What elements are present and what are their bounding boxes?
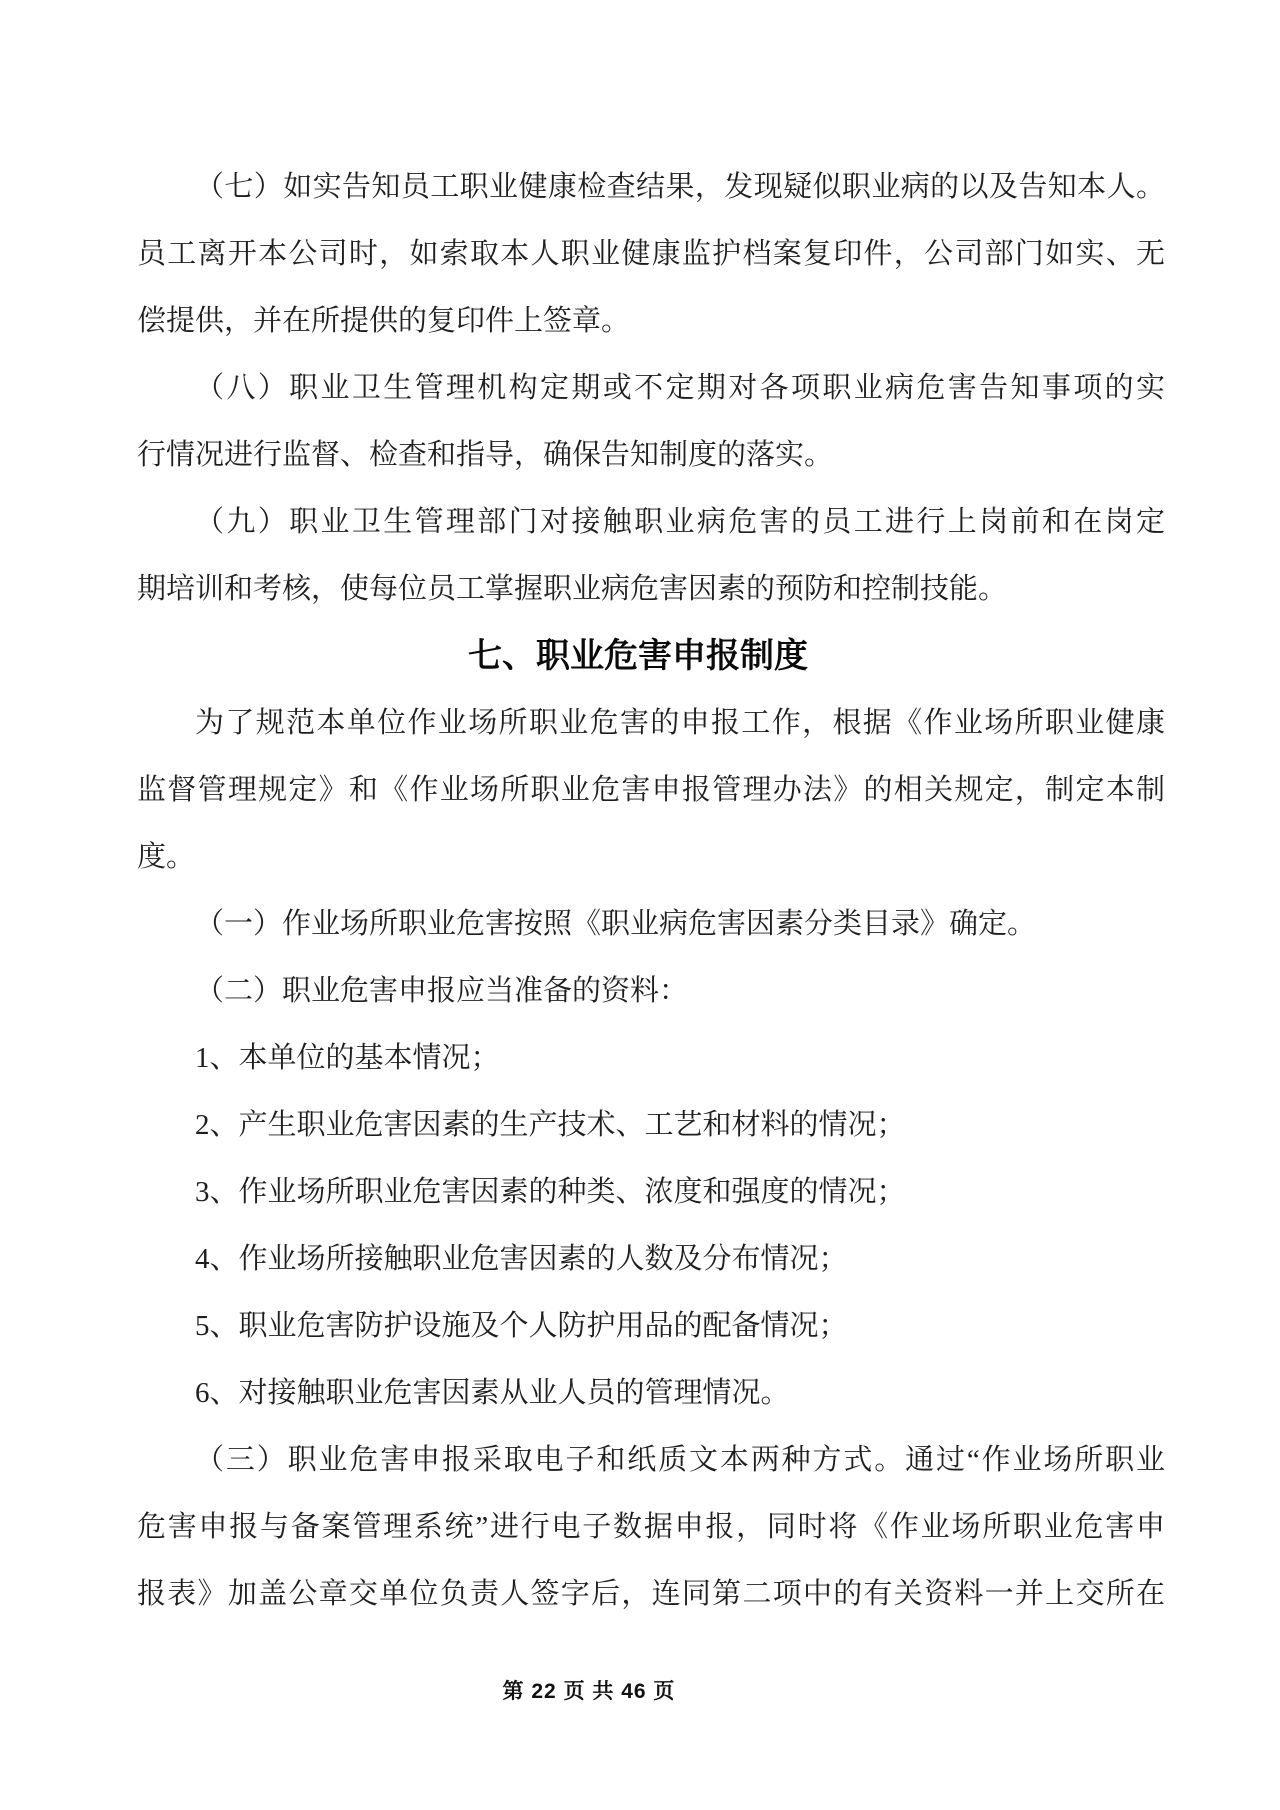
text-line: （一）作业场所职业危害按照《职业病危害因素分类目录》确定。	[195, 908, 1037, 940]
text-line: 员工离开本公司时，如索取本人职业健康监护档案复印件，公司部门如实、无	[137, 238, 1165, 270]
text-line: 偿提供，并在所提供的复印件上签章。	[137, 305, 631, 337]
text-line: 行情况进行监督、检查和指导，确保告知制度的落实。	[137, 439, 834, 471]
text-line: 危害申报与备案管理系统”进行电子数据申报，同时将《作业场所职业危害申	[137, 1511, 1165, 1543]
section-heading: 七、职业危害申报制度	[468, 637, 808, 675]
text-line: 为了规范本单位作业场所职业危害的申报工作，根据《作业场所职业健康	[195, 707, 1165, 739]
text-line: 报表》加盖公章交单位负责人签字后，连同第二项中的有关资料一并上交所在	[137, 1578, 1165, 1610]
document-body	[137, 154, 1165, 1628]
text-line: （八）职业卫生管理机构定期或不定期对各项职业病危害告知事项的实	[195, 372, 1165, 404]
list-item-line: 6、对接触职业危害因素从业人员的管理情况。	[195, 1377, 790, 1409]
list-item-line: 2、产生职业危害因素的生产技术、工艺和材料的情况；	[195, 1109, 906, 1141]
text-line: （二）职业危害申报应当准备的资料：	[195, 975, 689, 1007]
list-item-line: 1、本单位的基本情况；	[195, 1042, 500, 1074]
text-line: （九）职业卫生管理部门对接触职业病危害的员工进行上岗前和在岗定	[195, 506, 1165, 538]
text-line: 监督管理规定》和《作业场所职业危害申报管理办法》的相关规定，制定本制	[137, 774, 1165, 806]
list-item-line: 4、作业场所接触职业危害因素的人数及分布情况；	[195, 1243, 848, 1275]
list-item-line: 5、职业危害防护设施及个人防护用品的配备情况；	[195, 1310, 848, 1342]
text-line: 期培训和考核，使每位员工掌握职业病危害因素的预防和控制技能。	[137, 573, 1008, 605]
page-number-label: 第 22 页 共 46 页	[502, 1680, 676, 1703]
list-item-line: 3、作业场所职业危害因素的种类、浓度和强度的情况；	[195, 1176, 906, 1208]
text-line: 度。	[137, 841, 196, 873]
text-line: （三）职业危害申报采取电子和纸质文本两种方式。通过“作业场所职业	[195, 1444, 1165, 1476]
text-line: （七）如实告知员工职业健康检查结果，发现疑似职业病的以及告知本人。	[195, 171, 1165, 203]
page-footer	[75, 1675, 1103, 1709]
